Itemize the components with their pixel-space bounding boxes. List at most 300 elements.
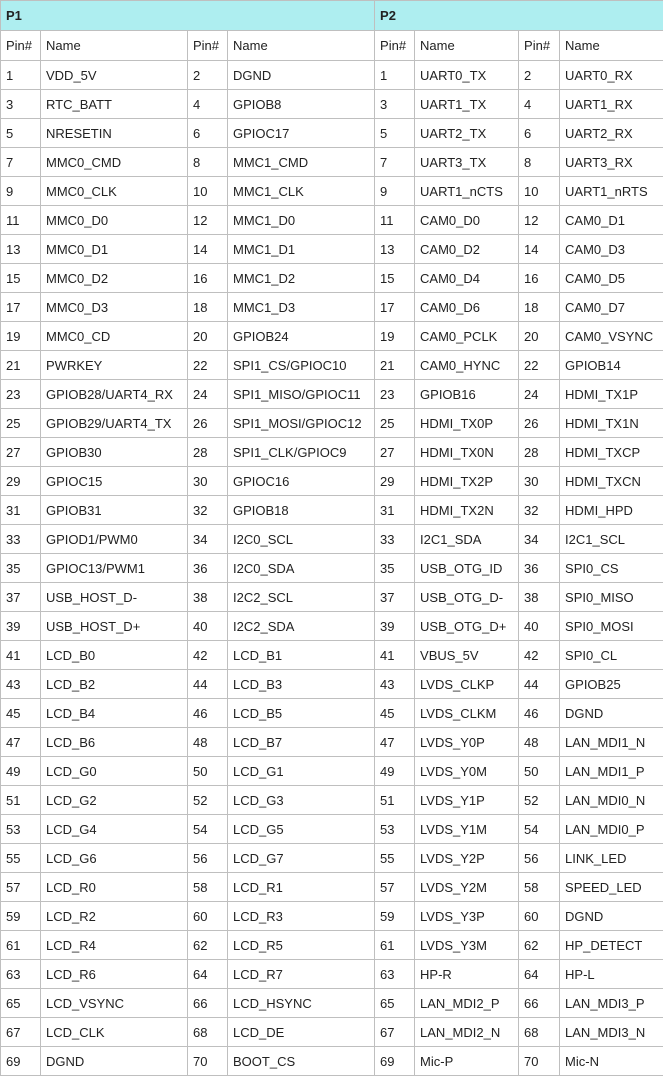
p1-pin-number: 45 (1, 699, 41, 728)
table-row (1, 902, 663, 931)
p2-pin-number: 68 (519, 1018, 560, 1047)
p1-pin-number: 4 (188, 90, 228, 119)
p1-pin-number: 17 (1, 293, 41, 322)
p1-pin-name: I2C0_SCL (228, 525, 375, 554)
p2-pin-name: LVDS_CLKM (415, 699, 519, 728)
p2-pin-name: UART2_RX (560, 119, 663, 148)
p1-pin-name: LCD_B7 (228, 728, 375, 757)
p1-pin-number: 65 (1, 989, 41, 1018)
p1-pin-number: 11 (1, 206, 41, 235)
p2-pin-number: 65 (375, 989, 415, 1018)
table-row (1, 757, 663, 786)
p2-pin-name: Mic-P (415, 1047, 519, 1076)
p2-pin-number: 54 (519, 815, 560, 844)
p1-pin-name: LCD_B6 (41, 728, 188, 757)
table-row (1, 612, 663, 641)
table-row (1, 583, 663, 612)
p2-pin-number: 43 (375, 670, 415, 699)
p1-pin-number: 51 (1, 786, 41, 815)
p2-pin-number: 22 (519, 351, 560, 380)
p1-pin-number: 33 (1, 525, 41, 554)
p2-pin-number: 40 (519, 612, 560, 641)
p1-pin-number: 21 (1, 351, 41, 380)
p2-pin-name: UART0_RX (560, 61, 663, 90)
p1-pin-number: 34 (188, 525, 228, 554)
p1-pin-number: 40 (188, 612, 228, 641)
p1-pin-number: 8 (188, 148, 228, 177)
p2-pin-name: CAM0_PCLK (415, 322, 519, 351)
column-header-pin: Pin# (1, 31, 41, 61)
p2-pin-number: 15 (375, 264, 415, 293)
p1-pin-number: 32 (188, 496, 228, 525)
p1-pin-number: 44 (188, 670, 228, 699)
p2-pin-number: 55 (375, 844, 415, 873)
p1-pin-number: 70 (188, 1047, 228, 1076)
p2-pin-number: 27 (375, 438, 415, 467)
table-row (1, 351, 663, 380)
table-row (1, 61, 663, 90)
p2-pin-name: CAM0_D2 (415, 235, 519, 264)
p1-pin-number: 43 (1, 670, 41, 699)
p2-pin-number: 4 (519, 90, 560, 119)
p2-pin-number: 33 (375, 525, 415, 554)
p2-pin-number: 64 (519, 960, 560, 989)
p2-pin-number: 28 (519, 438, 560, 467)
p1-pin-number: 12 (188, 206, 228, 235)
p1-pin-number: 67 (1, 1018, 41, 1047)
p2-pin-number: 45 (375, 699, 415, 728)
p1-pin-number: 37 (1, 583, 41, 612)
p2-pin-name: DGND (560, 699, 663, 728)
p1-pin-number: 58 (188, 873, 228, 902)
p2-pin-name: SPI0_MOSI (560, 612, 663, 641)
table-row (1, 728, 663, 757)
p1-pin-name: PWRKEY (41, 351, 188, 380)
p2-pin-number: 49 (375, 757, 415, 786)
p1-pin-number: 2 (188, 61, 228, 90)
p1-pin-number: 16 (188, 264, 228, 293)
p1-pin-name: I2C0_SDA (228, 554, 375, 583)
p1-pin-name: LCD_G2 (41, 786, 188, 815)
p1-pin-number: 39 (1, 612, 41, 641)
table-row (1, 989, 663, 1018)
p2-pin-name: LVDS_Y0P (415, 728, 519, 757)
table-row (1, 1018, 663, 1047)
p2-pin-name: CAM0_HYNC (415, 351, 519, 380)
p2-pin-number: 60 (519, 902, 560, 931)
p2-pin-name: UART2_TX (415, 119, 519, 148)
p1-pin-name: MMC1_CLK (228, 177, 375, 206)
p2-pin-number: 47 (375, 728, 415, 757)
p2-pin-number: 17 (375, 293, 415, 322)
table-row (1, 293, 663, 322)
p1-pin-name: LCD_R2 (41, 902, 188, 931)
p1-pin-name: LCD_VSYNC (41, 989, 188, 1018)
p2-pin-number: 66 (519, 989, 560, 1018)
table-row (1, 148, 663, 177)
table-row (1, 525, 663, 554)
p2-pin-number: 8 (519, 148, 560, 177)
p2-pin-number: 61 (375, 931, 415, 960)
p2-pin-number: 44 (519, 670, 560, 699)
p1-pin-name: LCD_R5 (228, 931, 375, 960)
p2-pin-name: I2C1_SCL (560, 525, 663, 554)
p1-pin-name: LCD_G0 (41, 757, 188, 786)
p1-pin-number: 50 (188, 757, 228, 786)
p2-pin-name: HDMI_TXCP (560, 438, 663, 467)
p1-pin-number: 26 (188, 409, 228, 438)
p1-pin-number: 64 (188, 960, 228, 989)
p2-pin-number: 48 (519, 728, 560, 757)
pin-rows (1, 61, 663, 1076)
p1-pin-number: 1 (1, 61, 41, 90)
p1-pin-name: SPI1_CS/GPIOC10 (228, 351, 375, 380)
p1-pin-number: 55 (1, 844, 41, 873)
p1-pin-name: GPIOC17 (228, 119, 375, 148)
p1-pin-name: GPIOB28/UART4_RX (41, 380, 188, 409)
p2-pin-name: UART1_nRTS (560, 177, 663, 206)
p2-pin-number: 59 (375, 902, 415, 931)
p1-pin-number: 54 (188, 815, 228, 844)
p1-pin-name: SPI1_MISO/GPIOC11 (228, 380, 375, 409)
p1-pin-number: 35 (1, 554, 41, 583)
p1-pin-name: BOOT_CS (228, 1047, 375, 1076)
p2-pin-name: HP-L (560, 960, 663, 989)
p1-pin-name: GPIOB18 (228, 496, 375, 525)
p1-pin-number: 25 (1, 409, 41, 438)
table-row (1, 409, 663, 438)
p1-pin-name: USB_HOST_D+ (41, 612, 188, 641)
p2-pin-number: 7 (375, 148, 415, 177)
p1-pin-number: 59 (1, 902, 41, 931)
p2-pin-number: 50 (519, 757, 560, 786)
p1-pin-name: GPIOC16 (228, 467, 375, 496)
p1-pin-name: GPIOD1/PWM0 (41, 525, 188, 554)
p2-pin-name: LAN_MDI1_N (560, 728, 663, 757)
p1-pin-name: LCD_G4 (41, 815, 188, 844)
table-row (1, 90, 663, 119)
p1-pin-number: 7 (1, 148, 41, 177)
p1-pin-name: MMC0_CD (41, 322, 188, 351)
table-row (1, 264, 663, 293)
p1-pin-name: GPIOB30 (41, 438, 188, 467)
p2-pin-number: 38 (519, 583, 560, 612)
p1-pin-name: MMC0_D1 (41, 235, 188, 264)
p1-pin-number: 28 (188, 438, 228, 467)
p1-pin-number: 5 (1, 119, 41, 148)
p2-pin-number: 21 (375, 351, 415, 380)
p1-pin-name: SPI1_MOSI/GPIOC12 (228, 409, 375, 438)
p1-pin-number: 10 (188, 177, 228, 206)
p1-pin-number: 36 (188, 554, 228, 583)
p1-pin-number: 42 (188, 641, 228, 670)
p1-pin-number: 3 (1, 90, 41, 119)
table-row (1, 1047, 663, 1076)
p2-pin-number: 67 (375, 1018, 415, 1047)
table-row (1, 670, 663, 699)
p1-pin-number: 30 (188, 467, 228, 496)
p2-pin-name: HDMI_TX2P (415, 467, 519, 496)
p2-pin-name: HDMI_TX0N (415, 438, 519, 467)
p1-pin-name: RTC_BATT (41, 90, 188, 119)
p2-pin-number: 19 (375, 322, 415, 351)
p2-pin-name: CAM0_D1 (560, 206, 663, 235)
p1-pin-number: 9 (1, 177, 41, 206)
p2-pin-number: 56 (519, 844, 560, 873)
p2-pin-name: USB_OTG_D+ (415, 612, 519, 641)
p1-pin-name: LCD_G5 (228, 815, 375, 844)
p2-pin-name: HP_DETECT (560, 931, 663, 960)
p1-pin-number: 20 (188, 322, 228, 351)
table-row (1, 960, 663, 989)
p2-pin-name: Mic-N (560, 1047, 663, 1076)
p2-pin-name: GPIOB14 (560, 351, 663, 380)
p2-pin-name: CAM0_D4 (415, 264, 519, 293)
p2-pin-name: LVDS_Y3P (415, 902, 519, 931)
p1-pin-number: 48 (188, 728, 228, 757)
p2-pin-number: 51 (375, 786, 415, 815)
p2-pin-number: 9 (375, 177, 415, 206)
table-row (1, 496, 663, 525)
p1-pin-number: 29 (1, 467, 41, 496)
connector-p1-header: P1 (1, 1, 375, 31)
column-header-pin: Pin# (188, 31, 228, 61)
p2-pin-name: HP-R (415, 960, 519, 989)
p2-pin-number: 20 (519, 322, 560, 351)
p2-pin-name: CAM0_VSYNC (560, 322, 663, 351)
p2-pin-number: 57 (375, 873, 415, 902)
p2-pin-name: LVDS_CLKP (415, 670, 519, 699)
p1-pin-number: 46 (188, 699, 228, 728)
p2-pin-number: 63 (375, 960, 415, 989)
p2-pin-name: LAN_MDI3_N (560, 1018, 663, 1047)
p2-pin-name: CAM0_D7 (560, 293, 663, 322)
p1-pin-name: LCD_B5 (228, 699, 375, 728)
p2-pin-number: 26 (519, 409, 560, 438)
p1-pin-number: 66 (188, 989, 228, 1018)
p2-pin-number: 29 (375, 467, 415, 496)
p2-pin-number: 35 (375, 554, 415, 583)
p1-pin-number: 49 (1, 757, 41, 786)
p1-pin-number: 57 (1, 873, 41, 902)
p2-pin-number: 34 (519, 525, 560, 554)
p2-pin-name: USB_OTG_D- (415, 583, 519, 612)
p1-pin-number: 14 (188, 235, 228, 264)
p2-pin-number: 18 (519, 293, 560, 322)
p2-pin-name: CAM0_D3 (560, 235, 663, 264)
p2-pin-number: 13 (375, 235, 415, 264)
p1-pin-name: DGND (228, 61, 375, 90)
p1-pin-name: DGND (41, 1047, 188, 1076)
p1-pin-number: 27 (1, 438, 41, 467)
p1-pin-number: 69 (1, 1047, 41, 1076)
p2-pin-number: 23 (375, 380, 415, 409)
p2-pin-number: 58 (519, 873, 560, 902)
column-header-name: Name (560, 31, 663, 61)
p1-pin-name: LCD_R6 (41, 960, 188, 989)
p1-pin-number: 61 (1, 931, 41, 960)
p1-pin-name: GPIOB24 (228, 322, 375, 351)
p1-pin-name: MMC0_D3 (41, 293, 188, 322)
p1-pin-number: 53 (1, 815, 41, 844)
p1-pin-name: LCD_HSYNC (228, 989, 375, 1018)
p2-pin-name: LVDS_Y1M (415, 815, 519, 844)
p1-pin-name: LCD_B1 (228, 641, 375, 670)
p2-pin-number: 39 (375, 612, 415, 641)
p2-pin-number: 31 (375, 496, 415, 525)
p2-pin-name: LVDS_Y0M (415, 757, 519, 786)
table-row (1, 873, 663, 902)
p2-pin-name: LAN_MDI1_P (560, 757, 663, 786)
column-header-name: Name (415, 31, 519, 61)
table-row (1, 119, 663, 148)
p2-pin-number: 62 (519, 931, 560, 960)
column-header-pin: Pin# (519, 31, 560, 61)
p1-pin-name: MMC0_D0 (41, 206, 188, 235)
table-row (1, 467, 663, 496)
p2-pin-number: 16 (519, 264, 560, 293)
p2-pin-number: 25 (375, 409, 415, 438)
p2-pin-name: UART0_TX (415, 61, 519, 90)
p1-pin-name: SPI1_CLK/GPIOC9 (228, 438, 375, 467)
column-header-row (1, 31, 663, 61)
p2-pin-name: USB_OTG_ID (415, 554, 519, 583)
table-row (1, 177, 663, 206)
table-row (1, 206, 663, 235)
p1-pin-number: 63 (1, 960, 41, 989)
p2-pin-name: CAM0_D5 (560, 264, 663, 293)
p1-pin-number: 6 (188, 119, 228, 148)
p1-pin-name: LCD_R3 (228, 902, 375, 931)
p2-pin-name: UART1_nCTS (415, 177, 519, 206)
p2-pin-number: 32 (519, 496, 560, 525)
table-row (1, 322, 663, 351)
p2-pin-name: LAN_MDI0_P (560, 815, 663, 844)
p1-pin-name: LCD_DE (228, 1018, 375, 1047)
p2-pin-name: DGND (560, 902, 663, 931)
p2-pin-name: LVDS_Y1P (415, 786, 519, 815)
p2-pin-name: CAM0_D0 (415, 206, 519, 235)
table-row (1, 815, 663, 844)
p1-pin-number: 24 (188, 380, 228, 409)
p1-pin-name: I2C2_SDA (228, 612, 375, 641)
p1-pin-name: MMC1_D3 (228, 293, 375, 322)
p1-pin-number: 15 (1, 264, 41, 293)
p1-pin-name: GPIOB31 (41, 496, 188, 525)
p2-pin-name: HDMI_TX2N (415, 496, 519, 525)
p1-pin-number: 60 (188, 902, 228, 931)
p1-pin-name: LCD_B0 (41, 641, 188, 670)
p2-pin-name: HDMI_TX0P (415, 409, 519, 438)
p2-pin-name: LVDS_Y2P (415, 844, 519, 873)
p2-pin-number: 53 (375, 815, 415, 844)
p1-pin-name: LCD_G1 (228, 757, 375, 786)
p1-pin-name: MMC0_CMD (41, 148, 188, 177)
p2-pin-name: UART3_TX (415, 148, 519, 177)
table-row (1, 438, 663, 467)
p1-pin-name: LCD_R1 (228, 873, 375, 902)
p2-pin-name: SPI0_MISO (560, 583, 663, 612)
p2-pin-name: UART1_TX (415, 90, 519, 119)
p2-pin-number: 1 (375, 61, 415, 90)
p1-pin-name: LCD_R4 (41, 931, 188, 960)
p2-pin-name: UART1_RX (560, 90, 663, 119)
p2-pin-name: CAM0_D6 (415, 293, 519, 322)
p2-pin-number: 3 (375, 90, 415, 119)
p2-pin-number: 12 (519, 206, 560, 235)
p2-pin-number: 46 (519, 699, 560, 728)
p1-pin-number: 47 (1, 728, 41, 757)
p1-pin-name: GPIOB8 (228, 90, 375, 119)
p1-pin-number: 52 (188, 786, 228, 815)
p2-pin-number: 5 (375, 119, 415, 148)
p1-pin-name: MMC1_D0 (228, 206, 375, 235)
p1-pin-name: LCD_G3 (228, 786, 375, 815)
p2-pin-name: LAN_MDI2_P (415, 989, 519, 1018)
p1-pin-name: I2C2_SCL (228, 583, 375, 612)
p2-pin-name: GPIOB25 (560, 670, 663, 699)
p1-pin-name: GPIOB29/UART4_TX (41, 409, 188, 438)
p1-pin-name: LCD_B2 (41, 670, 188, 699)
p2-pin-name: SPEED_LED (560, 873, 663, 902)
p1-pin-name: MMC1_D2 (228, 264, 375, 293)
p2-pin-number: 41 (375, 641, 415, 670)
p2-pin-name: LAN_MDI3_P (560, 989, 663, 1018)
p2-pin-name: HDMI_HPD (560, 496, 663, 525)
p1-pin-name: LCD_B4 (41, 699, 188, 728)
table-row (1, 235, 663, 264)
p2-pin-number: 24 (519, 380, 560, 409)
table-row (1, 380, 663, 409)
p2-pin-number: 6 (519, 119, 560, 148)
p2-pin-number: 11 (375, 206, 415, 235)
table-row (1, 641, 663, 670)
p1-pin-number: 38 (188, 583, 228, 612)
p1-pin-number: 19 (1, 322, 41, 351)
p2-pin-name: LVDS_Y3M (415, 931, 519, 960)
p1-pin-name: LCD_CLK (41, 1018, 188, 1047)
p2-pin-name: HDMI_TX1N (560, 409, 663, 438)
p1-pin-name: MMC1_CMD (228, 148, 375, 177)
connector-header-row (1, 1, 663, 31)
p1-pin-name: MMC0_D2 (41, 264, 188, 293)
p1-pin-number: 22 (188, 351, 228, 380)
p1-pin-name: MMC0_CLK (41, 177, 188, 206)
table-row (1, 554, 663, 583)
table-row (1, 844, 663, 873)
p2-pin-name: HDMI_TX1P (560, 380, 663, 409)
p2-pin-name: I2C1_SDA (415, 525, 519, 554)
p1-pin-number: 13 (1, 235, 41, 264)
p1-pin-name: LCD_G6 (41, 844, 188, 873)
column-header-pin: Pin# (375, 31, 415, 61)
p1-pin-name: GPIOC13/PWM1 (41, 554, 188, 583)
p1-pin-name: LCD_G7 (228, 844, 375, 873)
table-row (1, 931, 663, 960)
p1-pin-number: 23 (1, 380, 41, 409)
p2-pin-name: LVDS_Y2M (415, 873, 519, 902)
p2-pin-name: SPI0_CS (560, 554, 663, 583)
p1-pin-number: 41 (1, 641, 41, 670)
p2-pin-number: 42 (519, 641, 560, 670)
p2-pin-number: 2 (519, 61, 560, 90)
connector-p2-header: P2 (375, 1, 663, 31)
p1-pin-name: LCD_R7 (228, 960, 375, 989)
p2-pin-name: SPI0_CL (560, 641, 663, 670)
p1-pin-number: 31 (1, 496, 41, 525)
column-header-name: Name (228, 31, 375, 61)
p2-pin-number: 30 (519, 467, 560, 496)
